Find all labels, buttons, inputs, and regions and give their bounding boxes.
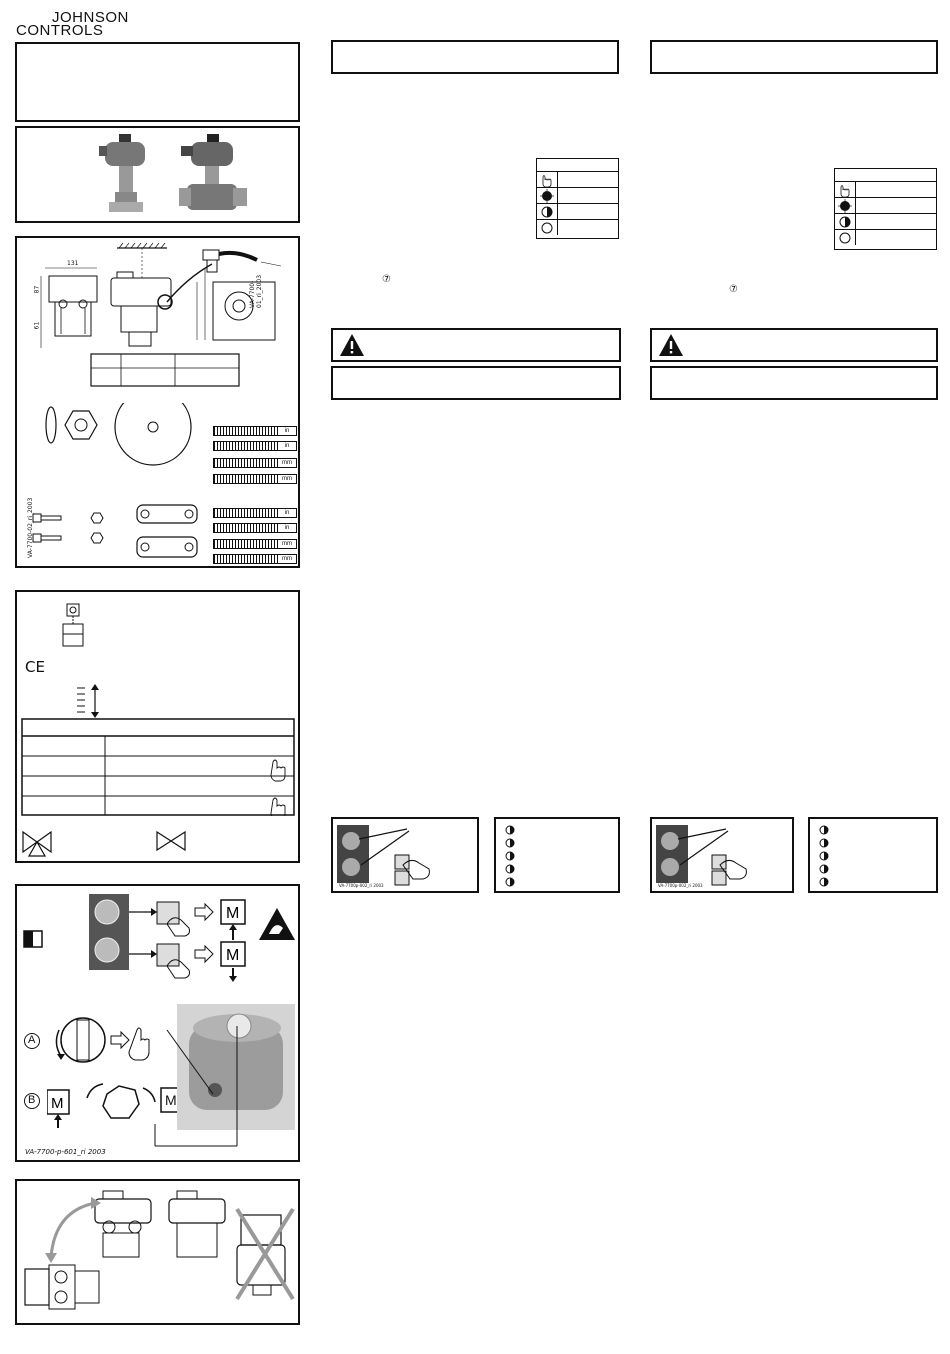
scale-unit-7: mm (277, 540, 296, 548)
scale-row-7 (213, 539, 297, 549)
valve-actuator-image-1 (97, 130, 177, 220)
scale-row-6 (213, 523, 297, 533)
warning-triangle-icon (339, 333, 365, 357)
legend-row-off (537, 220, 618, 235)
valve-symbol-2way (155, 828, 187, 854)
scale-row-5 (213, 508, 297, 518)
motor-label-b: M (165, 1092, 177, 1108)
drawing-id-manual: VA-7700-p-601_ri 2003 (25, 1148, 106, 1156)
scale-unit-3: mm (277, 459, 296, 467)
warning-body-left (331, 366, 621, 400)
drawing-id-led-right: VA-7700p-002_ri 2003 (658, 883, 703, 888)
specifications-panel (15, 590, 300, 863)
legend-row-on-right (835, 198, 936, 214)
mounting-parts-drawing (17, 403, 207, 568)
logo-line-1: JOHNSON (52, 9, 129, 26)
label-a: A (28, 1034, 36, 1046)
legend-header-right (835, 169, 936, 182)
hand-icon (537, 172, 558, 187)
led-status-list-left (494, 817, 620, 893)
section-header-box-right (650, 40, 938, 74)
label-b: B (28, 1094, 36, 1106)
circled-seven-left: ⑦ (382, 274, 391, 285)
mounting-orientation-panel (15, 1179, 300, 1325)
scale-row-8 (213, 554, 297, 564)
led-status-icons-right (816, 823, 836, 891)
legend-row-blink (537, 204, 618, 220)
scale-unit-8: mm (277, 555, 296, 563)
warning-header-left (331, 328, 621, 362)
scale-unit-4: mm (277, 475, 296, 483)
scale-row-4 (213, 474, 297, 484)
warning-body-right (650, 366, 938, 400)
legend-row-blink-right (835, 214, 936, 230)
scale-unit-5: in (277, 509, 296, 517)
led-photo-box-left (331, 817, 479, 893)
legend-row-manual (537, 172, 618, 188)
company-logo (16, 9, 129, 40)
led-photo-box-right (650, 817, 794, 893)
warning-triangle-icon (658, 333, 684, 357)
dimension-width-label: 131 (67, 260, 79, 267)
dimension-left-label: 87 (33, 285, 41, 294)
esd-warning-icon (257, 906, 297, 942)
led-blink-icon (835, 214, 856, 229)
led-button-photo-left (337, 825, 477, 891)
led-on-icon (537, 188, 558, 203)
led-legend-table-left (536, 158, 619, 239)
svg-text:M: M (51, 1095, 64, 1112)
led-off-icon (537, 220, 558, 235)
legend-header (537, 159, 618, 172)
manual-override-panel (15, 884, 300, 1162)
valve-actuator-image-2 (177, 130, 257, 220)
led-blink-icon (537, 204, 558, 219)
dimensions-panel (15, 236, 300, 568)
ce-mark: CE (25, 658, 45, 676)
button-photo (89, 894, 129, 970)
switch-icon (23, 930, 45, 950)
dimension-height-label: 61 (33, 321, 41, 330)
drawing-id-dimensions: VA-7700-01_ri_2003 (249, 274, 263, 308)
scale-unit-1: in (277, 427, 296, 435)
title-box (15, 42, 300, 122)
scale-unit-2: in (277, 442, 296, 450)
drawing-id-led-left: VA-7700p-002_ri 2003 (339, 883, 384, 888)
valve-symbol-3way (21, 828, 53, 858)
warning-header-right (650, 328, 938, 362)
fuse-icon (59, 602, 89, 652)
legend-row-off-right (835, 230, 936, 245)
scale-row-3 (213, 458, 297, 468)
legend-row-on (537, 188, 618, 204)
led-status-icons-left (502, 823, 522, 891)
led-button-photo-right (656, 825, 792, 891)
svg-text:M: M (226, 947, 240, 964)
scale-unit-6: in (277, 524, 296, 532)
led-off-icon (835, 230, 856, 245)
connector-line (147, 1024, 257, 1148)
led-legend-table-right (834, 168, 937, 250)
circled-seven-right: ⑦ (729, 284, 738, 295)
legend-row-manual-right (835, 182, 936, 198)
logo-line-2: CONTROLS (16, 22, 104, 39)
scale-row-1 (213, 426, 297, 436)
led-on-icon (835, 198, 856, 213)
svg-text:M: M (226, 905, 240, 922)
stroke-icon (75, 684, 105, 720)
scale-row-2 (213, 441, 297, 451)
section-header-box-left (331, 40, 619, 74)
product-photo-panel (15, 126, 300, 223)
led-status-list-right (808, 817, 938, 893)
spec-table (21, 718, 296, 816)
hand-icon (835, 182, 856, 197)
mounting-orientation-drawing (17, 1181, 300, 1325)
drawing-id-parts: VA-7700-02_ri_2003 (27, 497, 34, 558)
